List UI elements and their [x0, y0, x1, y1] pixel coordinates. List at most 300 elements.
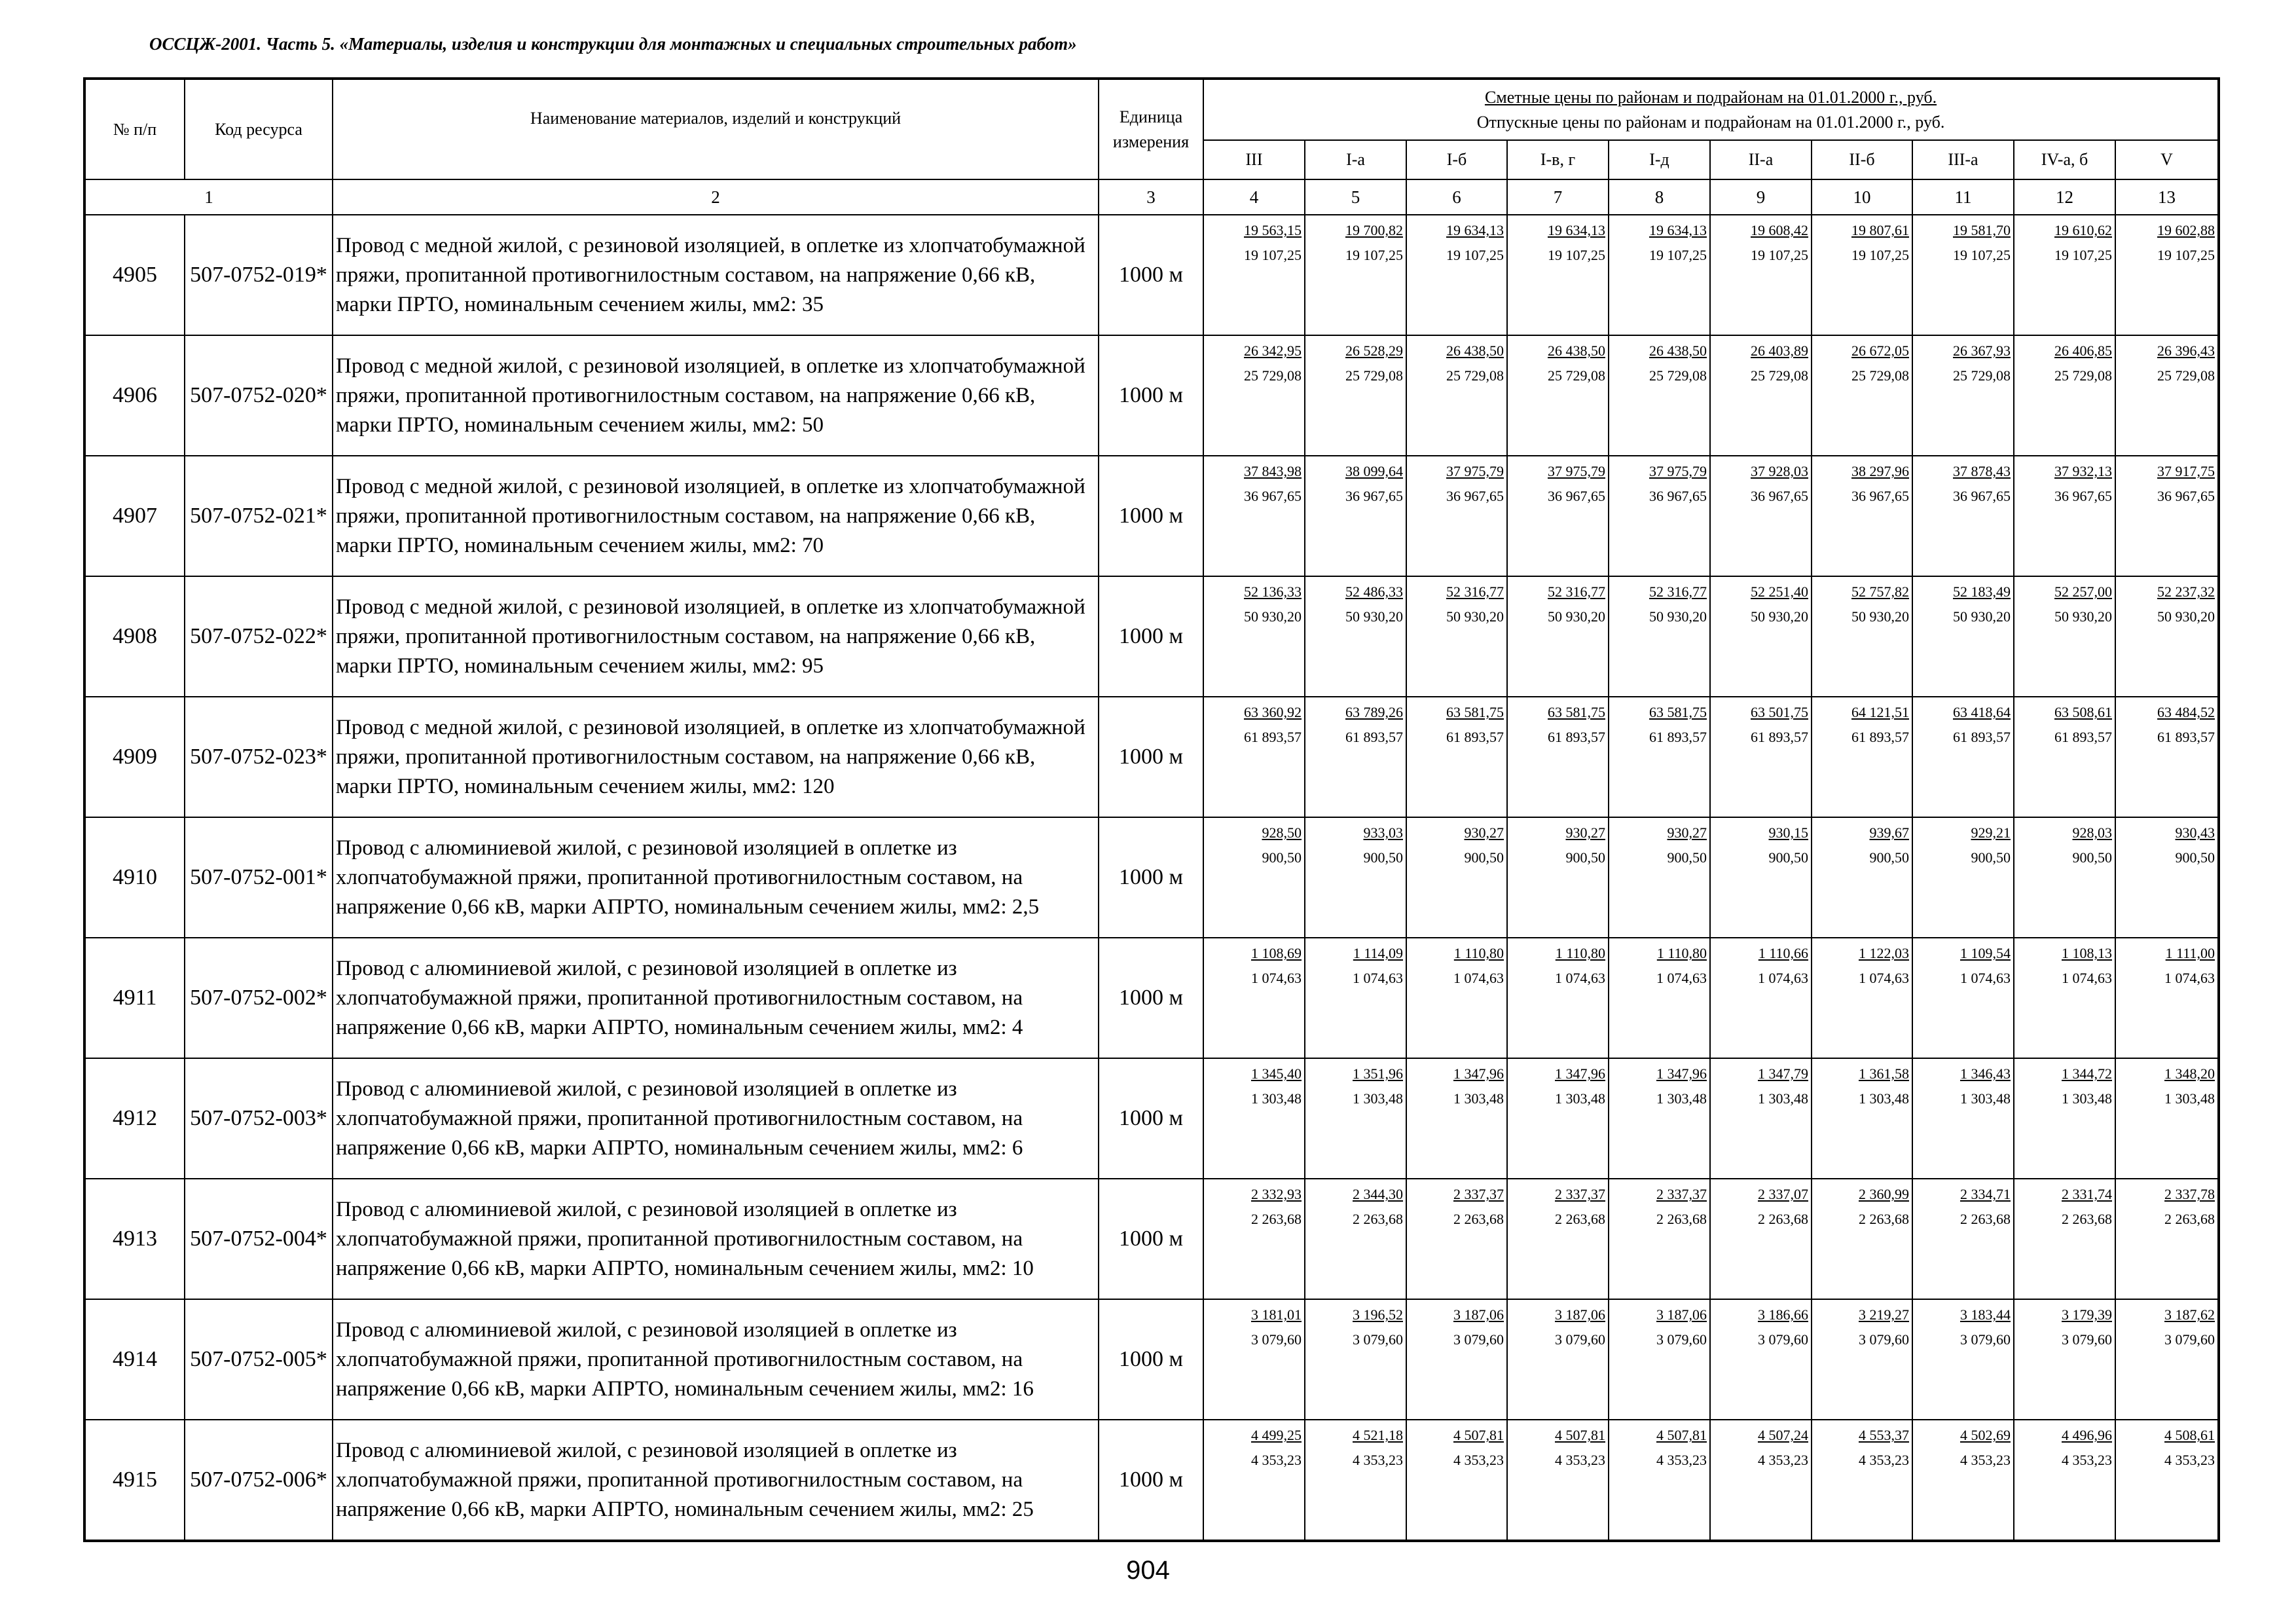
- release-price: 36 967,65: [1345, 487, 1403, 504]
- header-material-name: Наименование материалов, изделий и конструкций: [333, 79, 1099, 179]
- price-cell: [1406, 335, 1507, 456]
- release-price: 1 303,48: [1453, 1090, 1504, 1107]
- estimate-price: 2 337,37: [1656, 1186, 1707, 1203]
- price-cell: [1305, 456, 1406, 576]
- release-price: 4 353,23: [2164, 1451, 2215, 1468]
- column-number: 3: [1099, 179, 1203, 215]
- release-price: 19 107,25: [2157, 246, 2215, 263]
- price-cell: [2014, 1420, 2115, 1541]
- estimate-price: 2 331,74: [2062, 1186, 2112, 1203]
- estimate-price: 19 634,13: [1446, 222, 1504, 239]
- estimate-price: 4 502,69: [1960, 1427, 2011, 1444]
- release-price: 25 729,08: [1953, 367, 2011, 384]
- material-name: Провод с алюминиевой жилой, с резиновой изоляцией в оплетке из хлопчатобумажной пряжи, пропитанной противогнилостным составом, на напряжение 0,66 кВ, марки АПРТО, номинальным сечением жилы, мм2: 2,5: [333, 817, 1099, 938]
- price-cell: [1507, 456, 1609, 576]
- material-name: Провод с алюминиевой жилой, с резиновой изоляцией в оплетке из хлопчатобумажной пряжи, пропитанной противогнилостным составом, на напряжение 0,66 кВ, марки АПРТО, номинальным сечением жилы, мм2: 6: [333, 1058, 1099, 1179]
- column-number: 2: [333, 179, 1099, 215]
- material-name: Провод с алюминиевой жилой, с резиновой изоляцией в оплетке из хлопчатобумажной пряжи, пропитанной противогнилостным составом, на напряжение 0,66 кВ, марки АПРТО, номинальным сечением жилы, мм2: 25: [333, 1420, 1099, 1541]
- release-price: 900,50: [1869, 849, 1909, 866]
- price-cell: [1609, 576, 1710, 697]
- estimate-price: 26 342,95: [1244, 342, 1302, 360]
- estimate-price: 37 932,13: [2054, 463, 2112, 480]
- price-cell: [1609, 456, 1710, 576]
- estimate-price: 930,27: [1667, 824, 1707, 841]
- price-cell: [1203, 1058, 1305, 1179]
- release-price: 4 353,23: [1758, 1451, 1808, 1468]
- release-price: 3 079,60: [2062, 1331, 2112, 1348]
- release-price: 3 079,60: [2164, 1331, 2215, 1348]
- price-cell: [1305, 576, 1406, 697]
- estimate-price: 64 121,51: [1851, 704, 1909, 721]
- price-cell: [2115, 1299, 2219, 1420]
- estimate-price: 930,27: [1464, 824, 1504, 841]
- estimate-price: 1 347,96: [1555, 1065, 1605, 1082]
- price-cell: [1812, 817, 1912, 938]
- release-price: 1 303,48: [2164, 1090, 2215, 1107]
- estimate-price: 52 486,33: [1345, 583, 1403, 600]
- estimate-price: 2 337,78: [2164, 1186, 2215, 1203]
- header-release-prices: Отпускные цены по районам и подрайонам на 01.01.2000 г., руб.: [1476, 112, 1945, 132]
- price-cell: [1305, 1179, 1406, 1299]
- table-row: [84, 335, 2219, 456]
- estimate-price: 37 975,79: [1649, 463, 1707, 480]
- price-cell: [1812, 1179, 1912, 1299]
- release-price: 50 930,20: [2157, 608, 2215, 625]
- region-header: III-а: [1912, 140, 2014, 179]
- estimate-price: 2 360,99: [1859, 1186, 1909, 1203]
- region-header: II-а: [1710, 140, 1812, 179]
- price-cell: [2115, 456, 2219, 576]
- price-cell: [1710, 1179, 1812, 1299]
- measurement-unit: 1000 м: [1099, 456, 1203, 576]
- release-price: 1 074,63: [2062, 969, 2112, 986]
- price-cell: [2115, 335, 2219, 456]
- release-price: 1 074,63: [1555, 969, 1605, 986]
- resource-code: 507-0752-021*: [185, 456, 333, 576]
- price-cell: [1609, 1299, 1710, 1420]
- price-cell: [1812, 1058, 1912, 1179]
- release-price: 4 353,23: [1960, 1451, 2011, 1468]
- table-row: [84, 456, 2219, 576]
- table-row: [84, 938, 2219, 1058]
- price-cell: [1305, 1058, 1406, 1179]
- price-cell: [2115, 215, 2219, 335]
- column-number: 7: [1507, 179, 1609, 215]
- price-cell: [1710, 215, 1812, 335]
- estimate-price: 3 187,06: [1555, 1306, 1605, 1323]
- estimate-price: 4 507,81: [1555, 1427, 1605, 1444]
- release-price: 3 079,60: [1656, 1331, 1707, 1348]
- price-cell: [2014, 938, 2115, 1058]
- release-price: 900,50: [1667, 849, 1707, 866]
- release-price: 1 074,63: [1353, 969, 1403, 986]
- release-price: 36 967,65: [2157, 487, 2215, 504]
- price-cell: [1507, 1299, 1609, 1420]
- region-header: I-а: [1305, 140, 1406, 179]
- region-header: I-в, г: [1507, 140, 1609, 179]
- price-cell: [1710, 938, 1812, 1058]
- estimate-price: 26 672,05: [1851, 342, 1909, 360]
- price-cell: [1609, 335, 1710, 456]
- estimate-price: 1 345,40: [1251, 1065, 1302, 1082]
- table-row: [84, 1420, 2219, 1541]
- price-cell: [1305, 215, 1406, 335]
- price-cell: [1912, 817, 2014, 938]
- price-cell: [1710, 1420, 1812, 1541]
- price-cell: [1609, 1179, 1710, 1299]
- price-cell: [1609, 938, 1710, 1058]
- price-cell: [2014, 335, 2115, 456]
- price-cell: [2014, 1058, 2115, 1179]
- release-price: 25 729,08: [2157, 367, 2215, 384]
- release-price: 2 263,68: [1859, 1210, 1909, 1227]
- release-price: 2 263,68: [1453, 1210, 1504, 1227]
- estimate-price: 1 110,80: [1555, 945, 1605, 962]
- price-cell: [1203, 1420, 1305, 1541]
- estimate-price: 4 507,81: [1453, 1427, 1504, 1444]
- row-number: 4908: [84, 576, 185, 697]
- estimate-price: 37 975,79: [1446, 463, 1504, 480]
- estimate-price: 52 316,77: [1548, 583, 1605, 600]
- price-cell: [1203, 1179, 1305, 1299]
- release-price: 50 930,20: [1548, 608, 1605, 625]
- release-price: 1 303,48: [1859, 1090, 1909, 1107]
- estimate-price: 4 553,37: [1859, 1427, 1909, 1444]
- release-price: 61 893,57: [2054, 728, 2112, 745]
- price-cell: [2014, 215, 2115, 335]
- price-cell: [1507, 1058, 1609, 1179]
- estimate-price: 933,03: [1363, 824, 1403, 841]
- material-name: Провод с медной жилой, с резиновой изоляцией, в оплетке из хлопчатобумажной пряжи, пропитанной противогнилостным составом, на напряжение 0,66 кВ, марки ПРТО, номинальным сечением жилы, мм2: 70: [333, 456, 1099, 576]
- price-cell: [1406, 697, 1507, 817]
- price-cell: [1507, 697, 1609, 817]
- estimate-price: 1 109,54: [1960, 945, 2011, 962]
- release-price: 4 353,23: [1251, 1451, 1302, 1468]
- estimate-price: 1 111,00: [2165, 945, 2215, 962]
- price-cell: [1609, 817, 1710, 938]
- price-cell: [2115, 817, 2219, 938]
- page-number: 904: [1126, 1556, 1170, 1585]
- estimate-price: 1 110,66: [1758, 945, 1808, 962]
- estimate-price: 1 110,80: [1656, 945, 1707, 962]
- price-cell: [2014, 576, 2115, 697]
- estimate-price: 1 122,03: [1859, 945, 1909, 962]
- row-number: 4905: [84, 215, 185, 335]
- price-cell: [1406, 1179, 1507, 1299]
- estimate-price: 4 507,81: [1656, 1427, 1707, 1444]
- region-header: II-б: [1812, 140, 1912, 179]
- resource-code: 507-0752-002*: [185, 938, 333, 1058]
- measurement-unit: 1000 м: [1099, 335, 1203, 456]
- release-price: 19 107,25: [2054, 246, 2112, 263]
- estimate-price: 3 179,39: [2062, 1306, 2112, 1323]
- measurement-unit: 1000 м: [1099, 576, 1203, 697]
- estimate-price: 2 337,37: [1555, 1186, 1605, 1203]
- release-price: 2 263,68: [2062, 1210, 2112, 1227]
- price-cell: [1507, 215, 1609, 335]
- release-price: 19 107,25: [1649, 246, 1707, 263]
- estimate-price: 26 438,50: [1446, 342, 1504, 360]
- header-resource-code: Код ресурса: [185, 79, 333, 179]
- measurement-unit: 1000 м: [1099, 817, 1203, 938]
- price-cell: [1710, 1058, 1812, 1179]
- price-cell: [1507, 1179, 1609, 1299]
- estimate-price: 52 316,77: [1446, 583, 1504, 600]
- price-cell: [2014, 1299, 2115, 1420]
- release-price: 36 967,65: [1953, 487, 2011, 504]
- price-cell: [2115, 1058, 2219, 1179]
- estimate-price: 4 507,24: [1758, 1427, 1808, 1444]
- material-name: Провод с медной жилой, с резиновой изоляцией, в оплетке из хлопчатобумажной пряжи, пропитанной противогнилостным составом, на напряжение 0,66 кВ, марки ПРТО, номинальным сечением жилы, мм2: 95: [333, 576, 1099, 697]
- release-price: 1 303,48: [2062, 1090, 2112, 1107]
- price-cell: [1507, 938, 1609, 1058]
- price-cell: [1203, 697, 1305, 817]
- release-price: 900,50: [1363, 849, 1403, 866]
- estimate-price: 19 634,13: [1649, 222, 1707, 239]
- price-cell: [1305, 1299, 1406, 1420]
- estimate-price: 63 789,26: [1345, 704, 1403, 721]
- column-number: 10: [1812, 179, 1912, 215]
- release-price: 61 893,57: [1345, 728, 1403, 745]
- resource-code: 507-0752-006*: [185, 1420, 333, 1541]
- release-price: 1 303,48: [1555, 1090, 1605, 1107]
- estimate-price: 1 344,72: [2062, 1065, 2112, 1082]
- header-estimate-prices: Сметные цены по районам и подрайонам на 01.01.2000 г., руб.: [1484, 88, 1937, 107]
- estimate-price: 38 297,96: [1851, 463, 1909, 480]
- release-price: 25 729,08: [1649, 367, 1707, 384]
- release-price: 25 729,08: [1851, 367, 1909, 384]
- column-number: 1: [84, 179, 333, 215]
- release-price: 36 967,65: [1851, 487, 1909, 504]
- price-cell: [1305, 1420, 1406, 1541]
- release-price: 25 729,08: [1751, 367, 1808, 384]
- release-price: 3 079,60: [1453, 1331, 1504, 1348]
- estimate-price: 26 367,93: [1953, 342, 2011, 360]
- release-price: 1 074,63: [1453, 969, 1504, 986]
- column-number: 9: [1710, 179, 1812, 215]
- estimate-price: 19 634,13: [1548, 222, 1605, 239]
- price-cell: [2115, 576, 2219, 697]
- release-price: 19 107,25: [1751, 246, 1808, 263]
- header-prices: [1203, 79, 2219, 140]
- price-cell: [2014, 456, 2115, 576]
- table-row: [84, 817, 2219, 938]
- estimate-price: 3 219,27: [1859, 1306, 1909, 1323]
- release-price: 36 967,65: [1548, 487, 1605, 504]
- release-price: 50 930,20: [1345, 608, 1403, 625]
- release-price: 2 263,68: [1960, 1210, 2011, 1227]
- release-price: 50 930,20: [2054, 608, 2112, 625]
- resource-code: 507-0752-020*: [185, 335, 333, 456]
- price-cell: [1406, 456, 1507, 576]
- estimate-price: 4 496,96: [2062, 1427, 2112, 1444]
- estimate-price: 26 528,29: [1345, 342, 1403, 360]
- release-price: 900,50: [2175, 849, 2215, 866]
- price-cell: [1812, 938, 1912, 1058]
- estimate-price: 63 581,75: [1548, 704, 1605, 721]
- price-cell: [1507, 335, 1609, 456]
- estimate-price: 1 108,13: [2062, 945, 2112, 962]
- release-price: 1 303,48: [1353, 1090, 1403, 1107]
- resource-code: 507-0752-003*: [185, 1058, 333, 1179]
- header-number: № п/п: [84, 79, 185, 179]
- estimate-price: 928,03: [2072, 824, 2112, 841]
- region-header: I-б: [1406, 140, 1507, 179]
- price-cell: [2115, 938, 2219, 1058]
- table-row: [84, 697, 2219, 817]
- estimate-price: 26 406,85: [2054, 342, 2112, 360]
- estimate-price: 929,21: [1971, 824, 2011, 841]
- release-price: 1 303,48: [1960, 1090, 2011, 1107]
- release-price: 61 893,57: [1953, 728, 2011, 745]
- estimate-price: 26 403,89: [1751, 342, 1808, 360]
- release-price: 2 263,68: [1656, 1210, 1707, 1227]
- release-price: 61 893,57: [1244, 728, 1302, 745]
- estimate-price: 928,50: [1262, 824, 1302, 841]
- release-price: 3 079,60: [1758, 1331, 1808, 1348]
- estimate-price: 4 521,18: [1353, 1427, 1403, 1444]
- release-price: 61 893,57: [1446, 728, 1504, 745]
- price-cell: [1812, 1420, 1912, 1541]
- column-number: 5: [1305, 179, 1406, 215]
- release-price: 900,50: [1971, 849, 2011, 866]
- price-cell: [2115, 1420, 2219, 1541]
- release-price: 61 893,57: [1851, 728, 1909, 745]
- release-price: 1 074,63: [2164, 969, 2215, 986]
- estimate-price: 37 928,03: [1751, 463, 1808, 480]
- estimate-price: 38 099,64: [1345, 463, 1403, 480]
- price-cell: [1507, 817, 1609, 938]
- price-cell: [2014, 697, 2115, 817]
- release-price: 36 967,65: [1751, 487, 1808, 504]
- price-cell: [1710, 335, 1812, 456]
- release-price: 4 353,23: [1555, 1451, 1605, 1468]
- price-cell: [1912, 576, 2014, 697]
- estimate-price: 1 351,96: [1353, 1065, 1403, 1082]
- price-cell: [2014, 1179, 2115, 1299]
- price-cell: [1912, 335, 2014, 456]
- price-cell: [1203, 817, 1305, 938]
- release-price: 1 074,63: [1859, 969, 1909, 986]
- release-price: 1 074,63: [1960, 969, 2011, 986]
- estimate-price: 19 807,61: [1851, 222, 1909, 239]
- row-number: 4910: [84, 817, 185, 938]
- release-price: 36 967,65: [1446, 487, 1504, 504]
- release-price: 900,50: [1262, 849, 1302, 866]
- estimate-price: 4 499,25: [1251, 1427, 1302, 1444]
- measurement-unit: 1000 м: [1099, 938, 1203, 1058]
- price-cell: [1406, 1299, 1507, 1420]
- row-number: 4915: [84, 1420, 185, 1541]
- release-price: 61 893,57: [1649, 728, 1707, 745]
- table-row: [84, 215, 2219, 335]
- estimate-price: 930,43: [2175, 824, 2215, 841]
- column-number: 8: [1609, 179, 1710, 215]
- release-price: 900,50: [2072, 849, 2112, 866]
- region-header: IV-а, б: [2014, 140, 2115, 179]
- release-price: 3 079,60: [1859, 1331, 1909, 1348]
- row-number: 4906: [84, 335, 185, 456]
- release-price: 50 930,20: [1851, 608, 1909, 625]
- measurement-unit: 1000 м: [1099, 1058, 1203, 1179]
- release-price: 3 079,60: [1960, 1331, 2011, 1348]
- material-name: Провод с алюминиевой жилой, с резиновой изоляцией в оплетке из хлопчатобумажной пряжи, пропитанной противогнилостным составом, на напряжение 0,66 кВ, марки АПРТО, номинальным сечением жилы, мм2: 16: [333, 1299, 1099, 1420]
- release-price: 61 893,57: [2157, 728, 2215, 745]
- resource-code: 507-0752-019*: [185, 215, 333, 335]
- material-name: Провод с медной жилой, с резиновой изоляцией, в оплетке из хлопчатобумажной пряжи, пропитанной противогнилостным составом, на напряжение 0,66 кВ, марки ПРТО, номинальным сечением жилы, мм2: 120: [333, 697, 1099, 817]
- price-cell: [1305, 697, 1406, 817]
- release-price: 50 930,20: [1649, 608, 1707, 625]
- price-cell: [1912, 697, 2014, 817]
- estimate-price: 52 136,33: [1244, 583, 1302, 600]
- estimate-price: 2 337,07: [1758, 1186, 1808, 1203]
- estimate-price: 2 337,37: [1453, 1186, 1504, 1203]
- estimate-price: 63 484,52: [2157, 704, 2215, 721]
- release-price: 25 729,08: [2054, 367, 2112, 384]
- price-cell: [1406, 938, 1507, 1058]
- row-number: 4911: [84, 938, 185, 1058]
- release-price: 4 353,23: [1453, 1451, 1504, 1468]
- release-price: 50 930,20: [1244, 608, 1302, 625]
- release-price: 36 967,65: [2054, 487, 2112, 504]
- column-number: 13: [2115, 179, 2219, 215]
- price-cell: [1812, 335, 1912, 456]
- estimate-price: 2 334,71: [1960, 1186, 2011, 1203]
- release-price: 19 107,25: [1446, 246, 1504, 263]
- price-cell: [1812, 456, 1912, 576]
- estimate-price: 37 843,98: [1244, 463, 1302, 480]
- price-cell: [1812, 697, 1912, 817]
- release-price: 4 353,23: [1859, 1451, 1909, 1468]
- estimate-price: 3 187,62: [2164, 1306, 2215, 1323]
- estimate-price: 63 418,64: [1953, 704, 2011, 721]
- price-cell: [1203, 576, 1305, 697]
- price-cell: [1203, 335, 1305, 456]
- material-name: Провод с алюминиевой жилой, с резиновой изоляцией в оплетке из хлопчатобумажной пряжи, пропитанной противогнилостным составом, на напряжение 0,66 кВ, марки АПРТО, номинальным сечением жилы, мм2: 4: [333, 938, 1099, 1058]
- estimate-price: 2 332,93: [1251, 1186, 1302, 1203]
- resource-code: 507-0752-022*: [185, 576, 333, 697]
- row-number: 4907: [84, 456, 185, 576]
- price-cell: [1305, 817, 1406, 938]
- column-number: 11: [1912, 179, 2014, 215]
- estimate-price: 37 878,43: [1953, 463, 2011, 480]
- release-price: 19 107,25: [1851, 246, 1909, 263]
- estimate-price: 1 347,79: [1758, 1065, 1808, 1082]
- release-price: 25 729,08: [1345, 367, 1403, 384]
- table-row: [84, 576, 2219, 697]
- row-number: 4914: [84, 1299, 185, 1420]
- estimate-price: 26 438,50: [1649, 342, 1707, 360]
- estimate-price: 26 438,50: [1548, 342, 1605, 360]
- estimate-price: 52 757,82: [1851, 583, 1909, 600]
- price-cell: [1710, 576, 1812, 697]
- release-price: 25 729,08: [1548, 367, 1605, 384]
- release-price: 2 263,68: [1353, 1210, 1403, 1227]
- measurement-unit: 1000 м: [1099, 1299, 1203, 1420]
- release-price: 61 893,57: [1548, 728, 1605, 745]
- price-cell: [1912, 938, 2014, 1058]
- price-cell: [1406, 215, 1507, 335]
- estimate-price: 930,15: [1768, 824, 1808, 841]
- estimate-price: 63 581,75: [1649, 704, 1707, 721]
- estimate-price: 3 196,52: [1353, 1306, 1403, 1323]
- release-price: 900,50: [1565, 849, 1605, 866]
- price-cell: [1203, 1299, 1305, 1420]
- release-price: 36 967,65: [1649, 487, 1707, 504]
- estimate-price: 19 610,62: [2054, 222, 2112, 239]
- estimate-price: 63 501,75: [1751, 704, 1808, 721]
- price-cell: [1710, 697, 1812, 817]
